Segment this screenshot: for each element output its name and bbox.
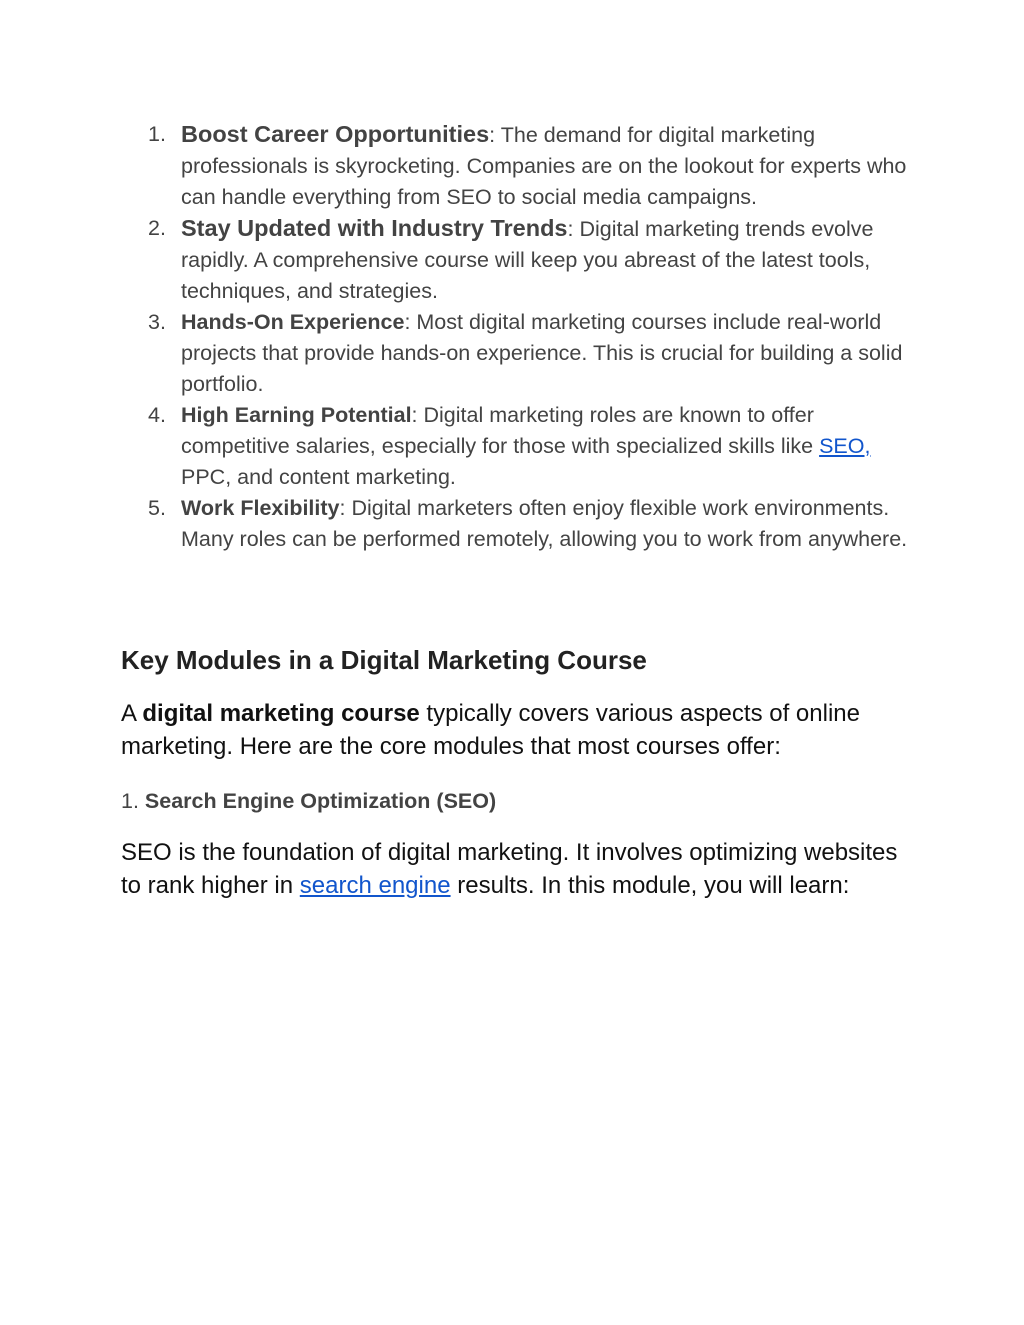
list-number: 4.	[148, 403, 166, 427]
list-text: Digital marketers often enjoy flexible work environments. Many roles can be performed remotely, allowing you to work from anywhere.	[181, 496, 908, 551]
list-separator: :	[411, 403, 418, 427]
module-number: 1.	[121, 789, 139, 813]
intro-bold-text: digital marketing course	[142, 700, 420, 727]
list-number: 2.	[148, 216, 166, 240]
list-number: 5.	[148, 496, 166, 520]
search-engine-link[interactable]: search engine	[299, 872, 451, 899]
list-text: Most digital marketing courses include real-world projects that provide hands-on experience. This is crucial for building a solid portfolio.	[181, 310, 903, 396]
list-term: Hands-On Experience	[181, 310, 405, 334]
list-number: 1.	[148, 122, 166, 146]
list-term: Boost Career Opportunities	[181, 121, 490, 147]
list-separator: :	[567, 217, 574, 241]
list-term: High Earning Potential	[181, 403, 412, 427]
list-separator: :	[339, 496, 346, 520]
seo-desc-pre: SEO is the foundation of digital marketing. It involves optimizing websites to rank higher in	[121, 839, 898, 899]
seo-link[interactable]: SEO,	[819, 434, 871, 458]
list-item	[121, 213, 911, 307]
list-item	[121, 493, 911, 555]
module-title: Search Engine Optimization (SEO)	[144, 789, 497, 813]
intro-text-post: typically covers various aspects of online marketing. Here are the core modules that most courses offer:	[121, 700, 860, 760]
list-separator: :	[404, 310, 411, 334]
intro-text-pre: A	[121, 700, 143, 727]
list-item	[121, 307, 911, 400]
section-heading: Key Modules in a Digital Marketing Course	[121, 645, 647, 675]
list-item	[121, 400, 911, 493]
seo-description	[121, 836, 921, 902]
seo-desc-post: results. In this module, you will learn:	[450, 872, 850, 899]
list-text: Digital marketing roles are known to offer competitive salaries, especially for those with specialized skills like	[181, 403, 820, 458]
list-term: Work Flexibility	[181, 496, 340, 520]
list-number: 3.	[148, 310, 166, 334]
benefits-list	[121, 119, 911, 555]
list-text: The demand for digital marketing professionals is skyrocketing. Companies are on the lookout for experts who can handle everything from SEO to social media campaigns.	[181, 123, 907, 209]
module-heading	[121, 786, 496, 816]
list-separator: :	[489, 123, 496, 147]
intro-paragraph	[121, 697, 921, 763]
list-item	[121, 119, 911, 213]
list-text-after: PPC, and content marketing.	[181, 465, 456, 489]
list-term: Stay Updated with Industry Trends	[181, 215, 568, 241]
list-text: Digital marketing trends evolve rapidly. A comprehensive course will keep you abreast of the latest tools, techniques, and strategies.	[181, 217, 874, 303]
